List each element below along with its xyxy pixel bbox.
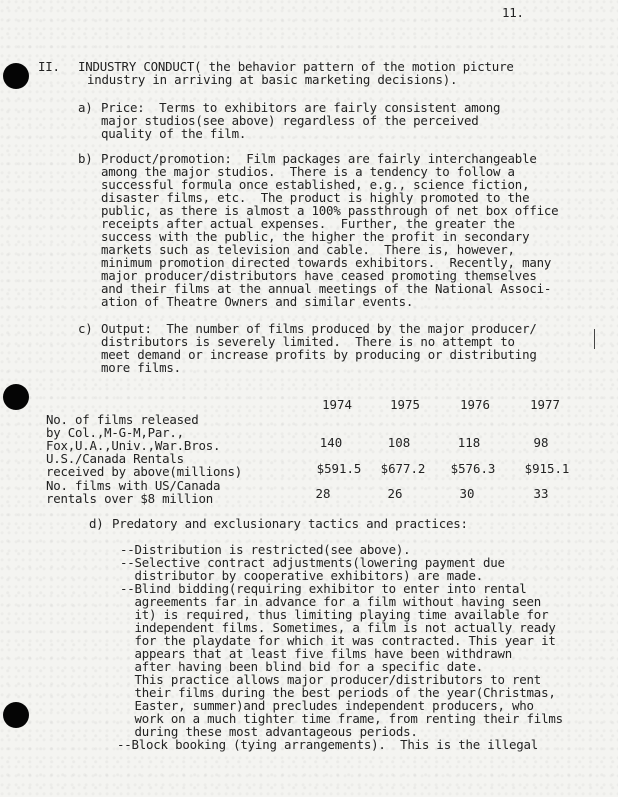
table-row-label: No. of films released <box>46 412 199 427</box>
item-b-label: b) <box>78 151 93 166</box>
table-year-header: 1975 <box>390 397 420 412</box>
table-cell: 33 <box>533 486 549 501</box>
page-number: 11. <box>502 5 524 20</box>
item-d-line: it) is required, thus limiting playing time available for <box>120 607 549 622</box>
item-b-line: and their films at the annual meetings of the National Associ- <box>101 281 552 296</box>
section-number: II. <box>38 59 60 74</box>
item-c-line: distributors is severely limited. There is no attempt to <box>101 334 515 349</box>
table-cell: 98 <box>533 435 549 450</box>
item-d-line: after having been blind bid for a specific date. <box>120 659 483 674</box>
item-b-line: public, as there is almost a 100% passthrough of net box office <box>101 203 559 218</box>
item-d-line: appears that at least five films have been withdrawn <box>120 646 513 661</box>
table-cell: 108 <box>387 435 411 450</box>
item-d-line: their films during the best periods of the year(Christmas, <box>120 685 556 700</box>
table-cell: 118 <box>457 435 481 450</box>
item-b-line: disaster films, etc. The product is highly promoted to the <box>101 190 530 205</box>
punch-hole <box>3 63 29 89</box>
item-b-line: Product/promotion: Film packages are fairly interchangeable <box>101 151 537 166</box>
margin-mark <box>594 329 595 349</box>
section-heading-line: industry in arriving at basic marketing decisions). <box>87 72 458 87</box>
item-b-line: among the major studios. There is a tendency to follow a <box>101 164 515 179</box>
table-cell: 28 <box>315 486 331 501</box>
item-d-line: agreements far in advance for a film without having seen <box>120 594 542 609</box>
item-b-line: markets such as television and cable. There is, however, <box>101 242 515 257</box>
table-cell: $576.3 <box>450 461 496 476</box>
item-d-line: distributor by cooperative exhibitors) are made. <box>120 568 483 583</box>
item-d-line: --Selective contract adjustments(lowering payment due <box>120 555 505 570</box>
table-year-header: 1977 <box>530 397 560 412</box>
item-d-heading: Predatory and exclusionary tactics and practices: <box>112 516 468 531</box>
item-d-line: --Blind bidding(requiring exhibitor to enter into rental <box>120 581 527 596</box>
table-cell: 30 <box>459 486 475 501</box>
table-row-label: received by above(millions) <box>46 464 243 479</box>
punch-hole <box>3 702 29 728</box>
punch-hole <box>3 384 29 410</box>
item-b-line: minimum promotion directed towards exhibitors. Recently, many <box>101 255 552 270</box>
table-cell: 26 <box>387 486 403 501</box>
item-b-line: receipts after actual expenses. Further, the greater the <box>101 216 515 231</box>
item-c-line: more films. <box>101 360 181 375</box>
table-row-label: No. films with US/Canada <box>46 478 221 493</box>
table-cell: 140 <box>319 435 343 450</box>
item-c-label: c) <box>78 321 93 336</box>
item-d-line: This practice allows major producer/distributors to rent <box>120 672 542 687</box>
table-row-label: by Col.,M-G-M,Par., <box>46 425 184 440</box>
item-a-line: quality of the film. <box>101 126 247 141</box>
table-year-header: 1976 <box>460 397 490 412</box>
item-d-line: during these most advantageous periods. <box>120 724 418 739</box>
item-c-line: meet demand or increase profits by producing or distributing <box>101 347 537 362</box>
item-b-line: major producer/distributors have ceased promoting themselves <box>101 268 537 283</box>
item-a-line: major studios(see above) regardless of the perceived <box>101 113 479 128</box>
item-c-line: Output: The number of films produced by the major producer/ <box>101 321 537 336</box>
item-b-line: successful formula once established, e.g., science fiction, <box>101 177 530 192</box>
table-row-label: rentals over $8 million <box>46 491 213 506</box>
table-cell: $677.2 <box>380 461 426 476</box>
item-b-line: ation of Theatre Owners and similar events. <box>101 294 414 309</box>
item-a-label: a) <box>78 100 93 115</box>
table-year-header: 1974 <box>322 397 352 412</box>
table-row-label: Fox,U.A.,Univ.,War.Bros. <box>46 438 221 453</box>
table-row-label: U.S./Canada Rentals <box>46 451 184 466</box>
item-d-line: --Distribution is restricted(see above). <box>120 542 411 557</box>
item-d-line: independent films. Sometimes, a film is not actually ready <box>120 620 556 635</box>
item-d-line: Easter, summer)and precludes independent producers, who <box>120 698 534 713</box>
table-cell: $591.5 <box>316 461 362 476</box>
section-heading-line: INDUSTRY CONDUCT( the behavior pattern of the motion picture <box>78 59 514 74</box>
item-a-line: Price: Terms to exhibitors are fairly consistent among <box>101 100 501 115</box>
item-b-line: success with the public, the higher the profit in secondary <box>101 229 530 244</box>
table-cell: $915.1 <box>524 461 570 476</box>
item-d-label: d) <box>89 516 104 531</box>
item-d-line: for the playdate for which it was contracted. This year it <box>120 633 556 648</box>
item-d-line: work on a much tighter time frame, from renting their films <box>120 711 563 726</box>
item-d-line: --Block booking (tying arrangements). This is the illegal <box>117 737 539 752</box>
